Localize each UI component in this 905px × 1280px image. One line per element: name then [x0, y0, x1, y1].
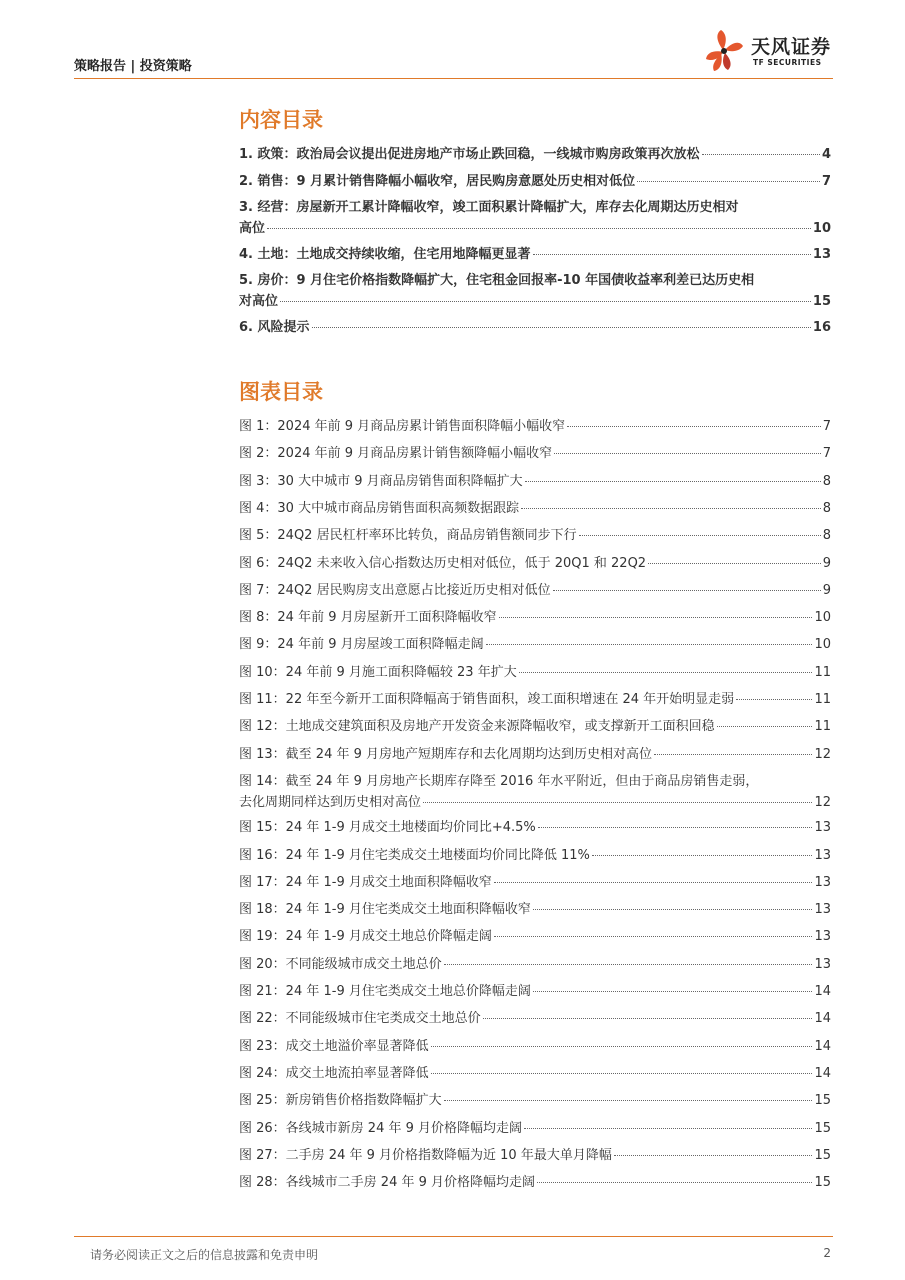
- leader-dots: [444, 1100, 813, 1101]
- leader-dots: [736, 699, 812, 700]
- toc-item-page: 15: [812, 294, 831, 309]
- toc-item-text: 4. 土地：土地成交持续收缩，住宅用地降幅更显著: [239, 247, 531, 262]
- figure-item[interactable]: [239, 606, 831, 625]
- breadcrumb: 策略报告 | 投资策略: [74, 59, 192, 74]
- figure-item-text: 图 11：22 年至今新开工面积降幅高于销售面积，竣工面积增速在 24 年开始明显走弱: [239, 692, 735, 707]
- figure-item-text: 图 12：土地成交建筑面积及房地产开发资金来源降幅收窄，或支撑新开工面积回稳: [239, 719, 715, 735]
- figure-item-page: 7: [822, 419, 831, 434]
- toc-item-text: 3. 经营：房屋新开工累计降幅收窄，竣工面积累计降幅扩大，库存去化周期达历史相对: [239, 200, 739, 215]
- figure-item[interactable]: [239, 552, 831, 571]
- figure-item-page: 8: [822, 528, 831, 544]
- footer-rule: [74, 1236, 833, 1237]
- page-header: [74, 0, 833, 82]
- leader-dots: [521, 508, 821, 509]
- figure-item-page: 9: [822, 582, 831, 598]
- figure-item-page: 13: [814, 956, 831, 972]
- toc-item-text-cont: 高位: [239, 221, 266, 236]
- figure-item[interactable]: [239, 579, 831, 598]
- leader-dots: [553, 590, 821, 591]
- header-rule: [74, 78, 833, 79]
- figure-item-text: 图 18：24 年 1-9 月住宅类成交土地面积降幅收窄: [239, 902, 531, 918]
- figure-item-page: 14: [814, 1011, 831, 1027]
- figure-item-text: 图 5：24Q2 居民杠杆率环比转负，商品房销售额同步下行: [239, 528, 577, 544]
- figure-item-page: 15: [814, 1147, 831, 1163]
- figure-item[interactable]: [239, 1144, 831, 1163]
- leader-dots: [312, 327, 811, 328]
- tf-securities-logo: [703, 28, 833, 76]
- leader-dots: [637, 181, 820, 182]
- figure-item-page: 8: [822, 500, 831, 516]
- figure-item[interactable]: [239, 871, 831, 890]
- brand-name-cn: 天风证券: [751, 36, 832, 58]
- leader-dots: [702, 154, 820, 155]
- figure-item[interactable]: [239, 442, 831, 461]
- toc-item[interactable]: [239, 269, 831, 309]
- figure-item[interactable]: [239, 1007, 831, 1026]
- leader-dots: [499, 617, 813, 618]
- toc-item[interactable]: [239, 196, 831, 236]
- leader-dots: [423, 802, 812, 803]
- leader-dots: [267, 228, 811, 229]
- leader-dots: [524, 1128, 812, 1129]
- toc-item-text: 5. 房价：9 月住宅价格指数降幅扩大，住宅租金回报率-10 年国债收益率利差已达历史相: [239, 273, 755, 288]
- figure-item-text: 图 8：24 年前 9 月房屋新开工面积降幅收窄: [239, 610, 497, 626]
- leader-dots: [519, 672, 813, 673]
- figure-item-page: 14: [814, 1065, 831, 1081]
- toc-item-page: 10: [812, 221, 831, 236]
- leader-dots: [486, 644, 813, 645]
- figure-item[interactable]: [239, 715, 831, 734]
- figure-item-page: 14: [814, 1038, 831, 1054]
- figure-item[interactable]: [239, 1062, 831, 1081]
- toc-item[interactable]: [239, 243, 831, 262]
- figure-item-text: 图 15：24 年 1-9 月成交土地楼面均价同比+4.5%: [239, 820, 536, 836]
- figure-item-page: 15: [814, 1120, 831, 1136]
- page-number: 2: [823, 1246, 831, 1260]
- leader-dots: [525, 481, 821, 482]
- figure-item[interactable]: [239, 497, 831, 516]
- figure-item-text: 图 28：各线城市二手房 24 年 9 月价格降幅均走阔: [239, 1175, 536, 1191]
- figure-item-text: 图 16：24 年 1-9 月住宅类成交土地楼面均价同比降低 11%: [239, 847, 590, 863]
- toc-item-text-cont: 对高位: [239, 294, 279, 309]
- figure-item-page: 13: [814, 874, 831, 890]
- leader-dots: [533, 254, 811, 255]
- figure-item-text: 图 14：截至 24 年 9 月房地产长期库存降至 2016 年水平附近，但由于商品房销售走弱，: [239, 773, 759, 789]
- figure-item-page: 11: [814, 719, 831, 735]
- figure-item-text: 图 20：不同能级城市成交土地总价: [239, 956, 442, 972]
- figure-item-page: 9: [822, 555, 831, 571]
- figure-item-text: 图 10：24 年前 9 月施工面积降幅较 23 年扩大: [239, 664, 517, 680]
- figure-item-text: 图 22：不同能级城市住宅类成交土地总价: [239, 1011, 481, 1027]
- figure-item[interactable]: [239, 844, 831, 863]
- figure-item-text: 图 9：24 年前 9 月房屋竣工面积降幅走阔: [239, 637, 484, 653]
- figure-item-text: 图 23：成交土地溢价率显著降低: [239, 1038, 429, 1054]
- figure-item-text-cont: 去化周期同样达到历史相对高位: [239, 794, 422, 810]
- figure-item-text: 图 25：新房销售价格指数降幅扩大: [239, 1093, 442, 1109]
- leader-dots: [280, 301, 811, 302]
- figure-item[interactable]: [239, 633, 831, 652]
- figure-item[interactable]: [239, 415, 831, 434]
- figure-item-page: 13: [814, 847, 831, 863]
- figure-item-text: 图 4：30 大中城市商品房销售面积高频数据跟踪: [239, 500, 520, 516]
- figure-item[interactable]: [239, 925, 831, 944]
- figure-item[interactable]: [239, 743, 831, 762]
- figure-item[interactable]: [239, 470, 831, 489]
- leader-dots: [579, 535, 821, 536]
- toc-item-page: 13: [812, 247, 831, 262]
- flower-logo-icon: [703, 28, 747, 74]
- leader-dots: [717, 726, 813, 727]
- leader-dots: [654, 754, 812, 755]
- figure-item-text: 图 26：各线城市新房 24 年 9 月价格降幅均走阔: [239, 1120, 523, 1136]
- figure-item[interactable]: [239, 770, 831, 810]
- leader-dots: [592, 855, 813, 856]
- leader-dots: [444, 964, 813, 965]
- leader-dots: [567, 426, 821, 427]
- leader-dots: [533, 909, 813, 910]
- figure-item[interactable]: [239, 524, 831, 543]
- figure-item[interactable]: [239, 980, 831, 999]
- figure-item-page: 13: [814, 929, 831, 945]
- toc-item[interactable]: [239, 316, 831, 335]
- toc-item-page: 16: [812, 320, 831, 335]
- toc-item[interactable]: [239, 170, 831, 189]
- figure-item-page: 12: [814, 746, 831, 762]
- figure-item-page: 13: [814, 820, 831, 836]
- figure-item[interactable]: [239, 1117, 831, 1136]
- figure-item-page: 11: [814, 664, 831, 680]
- leader-dots: [483, 1018, 813, 1019]
- figure-item-page: 15: [814, 1093, 831, 1109]
- figure-item-text: 图 21：24 年 1-9 月住宅类成交土地总价降幅走阔: [239, 984, 531, 999]
- figure-item-page: 11: [814, 692, 831, 707]
- leader-dots: [648, 563, 821, 564]
- figure-item[interactable]: [239, 1171, 831, 1190]
- figure-item-text: 图 1：2024 年前 9 月商品房累计销售面积降幅小幅收窄: [239, 419, 566, 434]
- figure-item-text: 图 2：2024 年前 9 月商品房累计销售额降幅小幅收窄: [239, 446, 553, 462]
- leader-dots: [494, 882, 813, 883]
- figure-item-page: 10: [814, 610, 831, 626]
- leader-dots: [533, 991, 813, 992]
- figure-item-page: 10: [814, 637, 831, 653]
- figure-item[interactable]: [239, 661, 831, 680]
- figure-item[interactable]: [239, 1089, 831, 1108]
- brand-name-en: TF SECURITIES: [753, 58, 822, 67]
- toc-item-text: 2. 销售：9 月累计销售降幅小幅收窄，居民购房意愿处历史相对低位: [239, 174, 636, 189]
- figure-item[interactable]: [239, 898, 831, 917]
- figure-item-text: 图 24：成交土地流拍率显著降低: [239, 1065, 429, 1081]
- toc-item[interactable]: [239, 143, 831, 162]
- leader-dots: [538, 827, 813, 828]
- toc-item-text: 6. 风险提示: [239, 320, 310, 335]
- figure-item[interactable]: [239, 688, 831, 707]
- figure-item-page: 7: [822, 446, 831, 462]
- figure-item-page: 8: [822, 473, 831, 489]
- figure-item[interactable]: [239, 816, 831, 835]
- figure-item-text: 图 13：截至 24 年 9 月房地产短期库存和去化周期均达到历史相对高位: [239, 746, 653, 762]
- toc-title: 内容目录: [239, 108, 323, 132]
- figure-item-text: 图 7：24Q2 居民购房支出意愿占比接近历史相对低位: [239, 582, 551, 598]
- figure-item-page: 12: [814, 794, 831, 810]
- leader-dots: [554, 453, 821, 454]
- figures-title: 图表目录: [239, 380, 323, 404]
- figure-item-page: 13: [814, 902, 831, 918]
- leader-dots: [537, 1182, 812, 1183]
- disclaimer-text: 请务必阅读正文之后的信息披露和免责申明: [90, 1248, 319, 1262]
- toc-item-page: 4: [821, 147, 831, 162]
- leader-dots: [431, 1046, 813, 1047]
- leader-dots: [614, 1155, 813, 1156]
- figure-item-text: 图 3：30 大中城市 9 月商品房销售面积降幅扩大: [239, 473, 523, 489]
- figure-item[interactable]: [239, 1035, 831, 1054]
- figure-item-text: 图 19：24 年 1-9 月成交土地总价降幅走阔: [239, 929, 492, 945]
- figure-item-page: 15: [814, 1175, 831, 1191]
- figure-item-text: 图 6：24Q2 未来收入信心指数达历史相对低位，低于 20Q1 和 22Q2: [239, 555, 647, 571]
- leader-dots: [494, 936, 813, 937]
- toc-item-page: 7: [821, 174, 831, 189]
- figure-item-page: 14: [814, 984, 831, 999]
- leader-dots: [431, 1073, 813, 1074]
- figure-item-text: 图 17：24 年 1-9 月成交土地面积降幅收窄: [239, 874, 492, 890]
- figure-item-text: 图 27：二手房 24 年 9 月价格指数降幅为近 10 年最大单月降幅: [239, 1147, 612, 1163]
- toc-item-text: 1. 政策：政治局会议提出促进房地产市场止跌回稳，一线城市购房政策再次放松: [239, 147, 700, 162]
- figure-item[interactable]: [239, 953, 831, 972]
